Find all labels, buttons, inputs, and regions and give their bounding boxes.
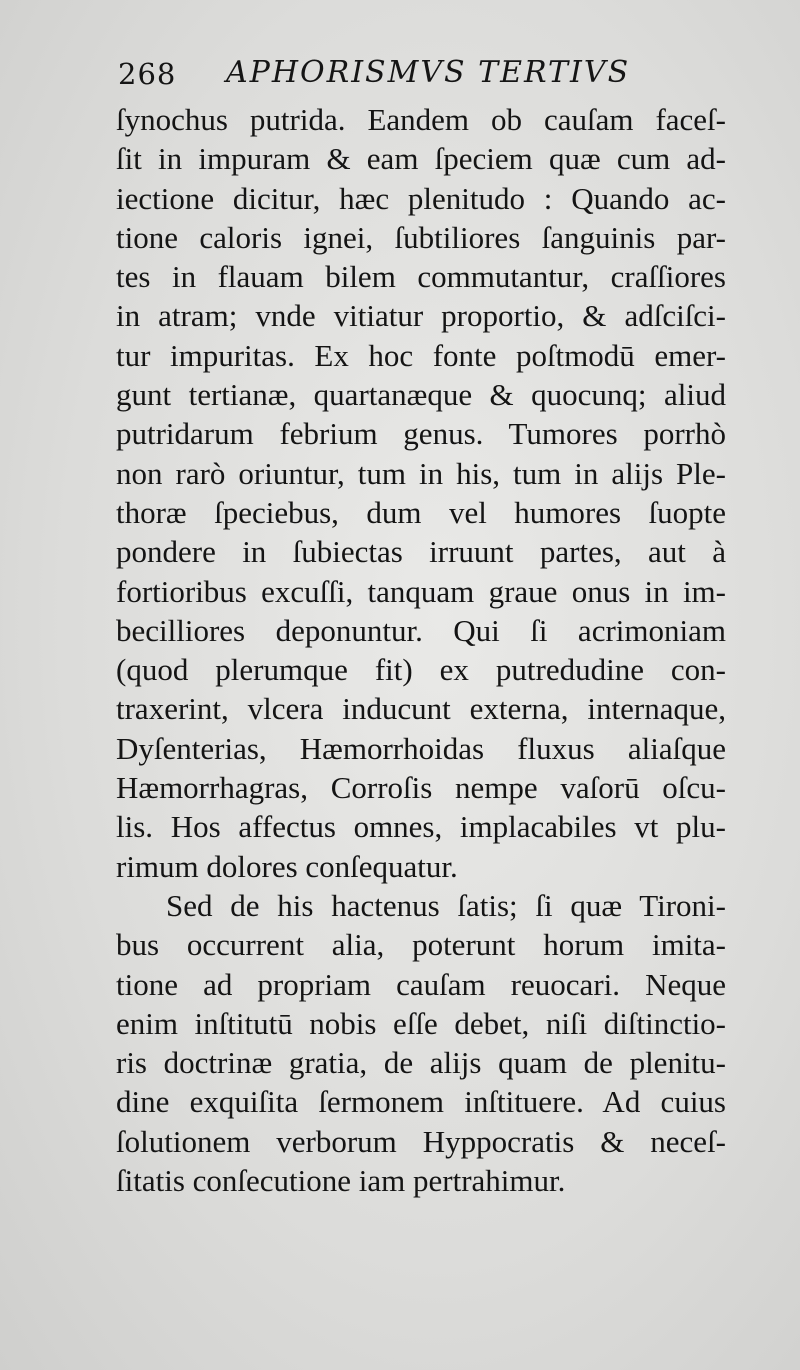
text-line: non rarò oriuntur, tum in his, tum in alijs Ple- bbox=[116, 455, 726, 491]
page-number: 268 bbox=[118, 57, 177, 91]
text-line: becilliores deponuntur. Qui ſi acrimoniam bbox=[116, 612, 726, 648]
text-line: in atram; vnde vitiatur proportio, & adſciſci- bbox=[116, 298, 726, 334]
text-line: ſolutionem verborum Hyppocratis & neceſ- bbox=[116, 1123, 726, 1159]
text-line: putridarum febrium genus. Tumores porrhò bbox=[116, 416, 726, 452]
text-line: fortioribus excuſſi, tanquam graue onus in im- bbox=[116, 573, 726, 609]
body-text bbox=[116, 100, 726, 1200]
text-line: ſit in impuram & eam ſpeciem quæ cum ad- bbox=[116, 141, 726, 177]
text-line: tes in flauam bilem commutantur, craſſiores bbox=[116, 259, 726, 295]
text-line: enim inſtitutū nobis eſſe debet, niſi diſtinctio- bbox=[116, 1005, 726, 1041]
text-line: gunt tertianæ, quartanæque & quocunq; aliud bbox=[116, 377, 726, 413]
text-line: ſitatis conſecutione iam pertrahimur. bbox=[116, 1163, 566, 1199]
text-line: ris doctrinæ gratia, de alijs quam de plenitu- bbox=[116, 1045, 726, 1081]
text-line: (quod plerumque fit) ex putredudine con- bbox=[116, 652, 726, 688]
text-line: tione caloris ignei, ſubtiliores ſanguinis par- bbox=[116, 219, 726, 255]
text-line: tur impuritas. Ex hoc fonte poſtmodū emer- bbox=[116, 337, 726, 373]
text-line: Hæmorrhagras, Corroſis nempe vaſorū oſcu- bbox=[116, 770, 726, 806]
text-line: dine exquiſita ſermonem inſtituere. Ad cuius bbox=[116, 1084, 726, 1120]
text-line: bus occurrent alia, poterunt horum imita- bbox=[116, 927, 726, 963]
page-header bbox=[118, 55, 698, 95]
text-line: tione ad propriam cauſam reuocari. Neque bbox=[116, 966, 726, 1002]
text-line: pondere in ſubiectas irruunt partes, aut à bbox=[116, 534, 726, 570]
text-line: Sed de his hactenus ſatis; ſi quæ Tironi- bbox=[166, 887, 726, 923]
text-line: thoræ ſpeciebus, dum vel humores ſuopte bbox=[116, 494, 726, 530]
running-head: APHORISMVS TERTIVS bbox=[226, 55, 631, 90]
text-line: lis. Hos affectus omnes, implacabiles vt plu- bbox=[116, 809, 726, 845]
text-line: rimum dolores conſequatur. bbox=[116, 848, 458, 884]
text-line: Dyſenterias, Hæmorrhoidas fluxus aliaſque bbox=[116, 730, 726, 766]
text-line: iectione dicitur, hæc plenitudo : Quando ac- bbox=[116, 180, 726, 216]
text-line: ſynochus putrida. Eandem ob cauſam faceſ- bbox=[116, 102, 726, 137]
text-line: traxerint, vlcera inducunt externa, internaque, bbox=[116, 691, 726, 727]
paragraph bbox=[116, 100, 726, 886]
paragraph bbox=[116, 886, 726, 1200]
